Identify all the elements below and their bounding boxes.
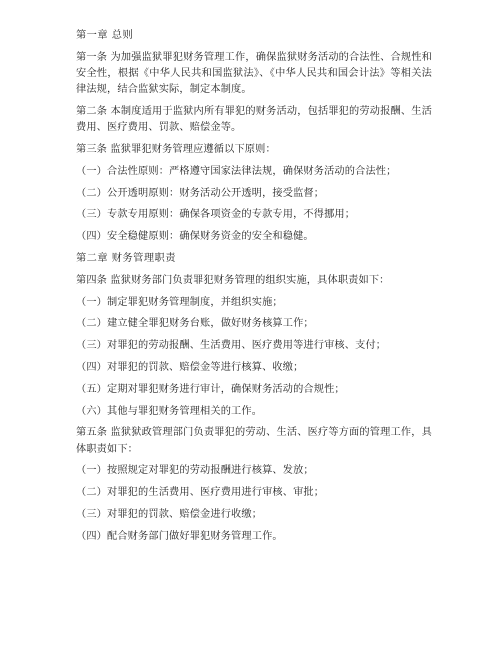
- list-item: （一）合法性原则：严格遵守国家法律法规，确保财务活动的合法性；: [76, 165, 397, 177]
- article-paragraph: 第四条 监狱财务部门负责罪犯财务管理的组织实施，具体职责如下：: [76, 274, 390, 286]
- document-page: [76, 28, 432, 551]
- list-item: （四）安全稳健原则：确保财务资金的安全和稳健。: [76, 231, 314, 243]
- list-item: （二）建立健全罪犯财务台账，做好财务核算工作；: [76, 318, 314, 330]
- list-item: （二）公开透明原则：财务活动公开透明，接受监督；: [76, 187, 325, 199]
- article-paragraph: 第二条 本制度适用于监狱内所有罪犯的财务活动，包括罪犯的劳动报酬、生活费用、医疗费用、罚款、赔偿金等。: [76, 106, 432, 134]
- chapter-heading: 第二章 财务管理职责: [76, 252, 176, 264]
- article-paragraph: 第三条 监狱罪犯财务管理应遵循以下原则：: [76, 144, 276, 155]
- list-item: （一）按照规定对罪犯的劳动报酬进行核算、发放；: [76, 465, 314, 477]
- chapter-heading: 第一章 总则: [76, 30, 134, 41]
- list-item: （三）专款专用原则：确保各项资金的专款专用，不得挪用；: [76, 209, 356, 221]
- list-item: （四）配合财务部门做好罪犯财务管理工作。: [76, 530, 283, 542]
- list-item: （三）对罪犯的劳动报酬、生活费用、医疗费用等进行审核、支付；: [76, 340, 387, 352]
- list-item: （六）其他与罪犯财务管理相关的工作。: [76, 405, 263, 417]
- article-paragraph: 第一条 为加强监狱罪犯财务管理工作，确保监狱财务活动的合法性、合规性和安全性，根据《中华人民共和国监狱法》、《中华人民共和国会计法》等相关法律法规，结合监狱实际，制定本制度。: [76, 51, 432, 96]
- list-item: （四）对罪犯的罚款、赔偿金等进行核算、收缴；: [76, 361, 304, 373]
- list-item: （一）制定罪犯财务管理制度，并组织实施；: [76, 296, 283, 308]
- list-item: （二）对罪犯的生活费用、医疗费用进行审核、审批；: [76, 487, 325, 499]
- article-paragraph: 第五条 监狱狱政管理部门负责罪犯的劳动、生活、医疗等方面的管理工作，具体职责如下：: [76, 427, 432, 455]
- list-item: （三）对罪犯的罚款、赔偿金进行收缴；: [76, 508, 263, 520]
- list-item: （五）定期对罪犯财务进行审计，确保财务活动的合规性；: [76, 383, 345, 395]
